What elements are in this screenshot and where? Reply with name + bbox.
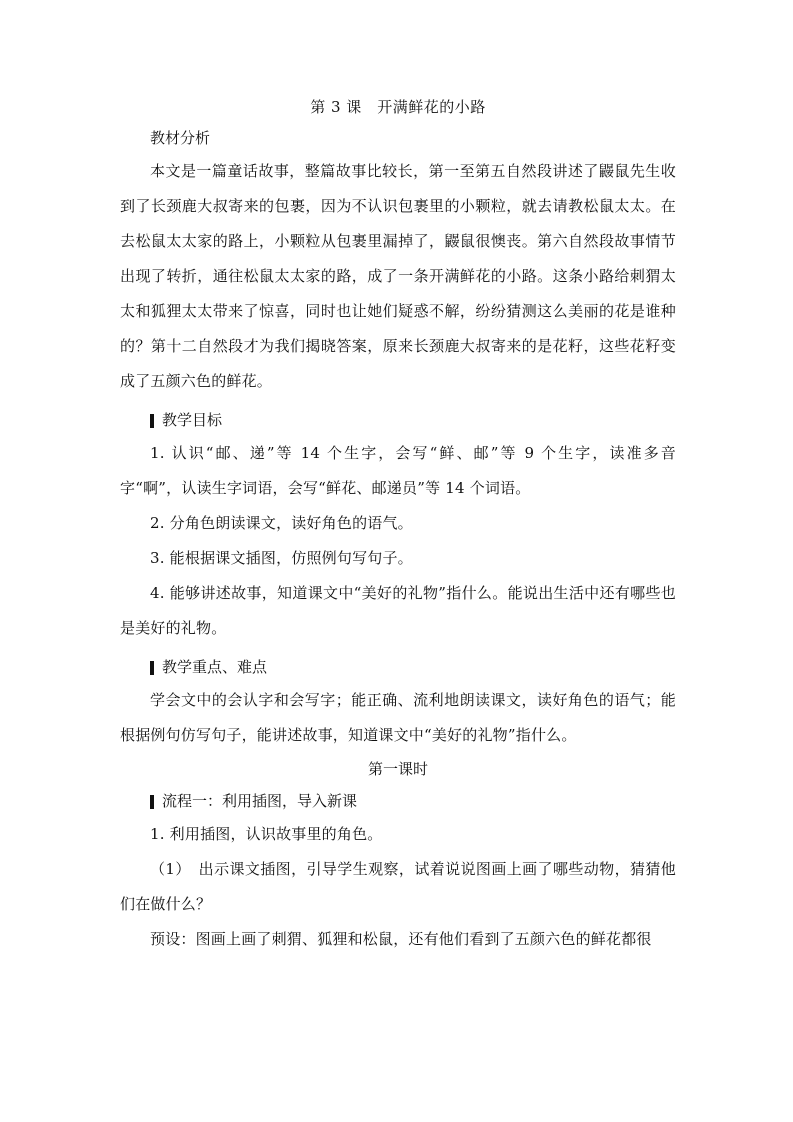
teaching-goals-heading-text: 教学目标 xyxy=(162,411,223,429)
section-material-analysis: 教材分析 xyxy=(150,129,211,147)
process-step-1: 1. 利用插图，认识故事里的角色。 xyxy=(150,825,383,843)
material-analysis-paragraph: 本文是一篇童话故事，整篇故事比较长，第一至第五自然段讲述了鼹鼠先生收到了长颈鹿大叔寄来的包裹，因为不认识包裹里的小颗粒，就去请教松鼠太太。在去松鼠太太家的路上，小颗粒从包裹里漏掉了，鼹鼠很懊丧。第六自然段故事情节出现了转折，通往松鼠太太家的路，成了一条开满鲜花的小路。这条小路给刺猬太太和狐狸太太带来了惊喜，同时也让她们疑惑不解，纷纷猜测这么美丽的花是谁种的？第十二自然段才为我们揭晓答案，原来长颈鹿大叔寄来的是花籽，这些花籽变成了五颜六色的鲜花。 xyxy=(120,162,676,390)
key-points-paragraph: 学会文中的会认字和会写字；能正确、流利地朗读课文，读好角色的语气；能根据例句仿写句子，能讲述故事，知道课文中“美好的礼物”指什么。 xyxy=(120,691,676,744)
goal-item-2: 2. 分角色朗读课文，读好角色的语气。 xyxy=(150,514,413,532)
heading-marker-icon xyxy=(150,661,154,675)
goal-item-1: 1. 认识“邮、递”等 14 个生字，会写“鲜、邮”等 9 个生字，读准多音字“啊”，认读生字词语，会写“鲜花、邮递员”等 14 个词语。 xyxy=(120,444,676,497)
process-one-heading xyxy=(120,786,676,817)
key-points-heading xyxy=(120,652,676,683)
document-page xyxy=(120,92,676,957)
process-one-heading-text: 流程一：利用插图，导入新课 xyxy=(162,792,358,810)
heading-marker-icon xyxy=(150,414,154,428)
heading-marker-icon xyxy=(150,795,154,809)
lesson-title: 第 3 课 开满鲜花的小路 xyxy=(310,98,486,116)
preset-paragraph: 预设：图画上画了刺猬、狐狸和松鼠，还有他们看到了五颜六色的鲜花都很 xyxy=(150,930,652,948)
process-step-1-sub: （1） 出示课文插图，引导学生观察，试着说说图画上画了哪些动物，猜猜他们在做什么？ xyxy=(120,860,676,913)
first-lesson-title: 第一课时 xyxy=(367,760,428,778)
key-points-heading-text: 教学重点、难点 xyxy=(162,658,268,676)
teaching-goals-heading xyxy=(120,405,676,436)
goal-item-4: 4. 能够讲述故事，知道课文中“美好的礼物”指什么。能说出生活中还有哪些也是美好的礼物。 xyxy=(120,584,676,637)
goal-item-3: 3. 能根据课文插图，仿照例句写句子。 xyxy=(150,549,413,567)
